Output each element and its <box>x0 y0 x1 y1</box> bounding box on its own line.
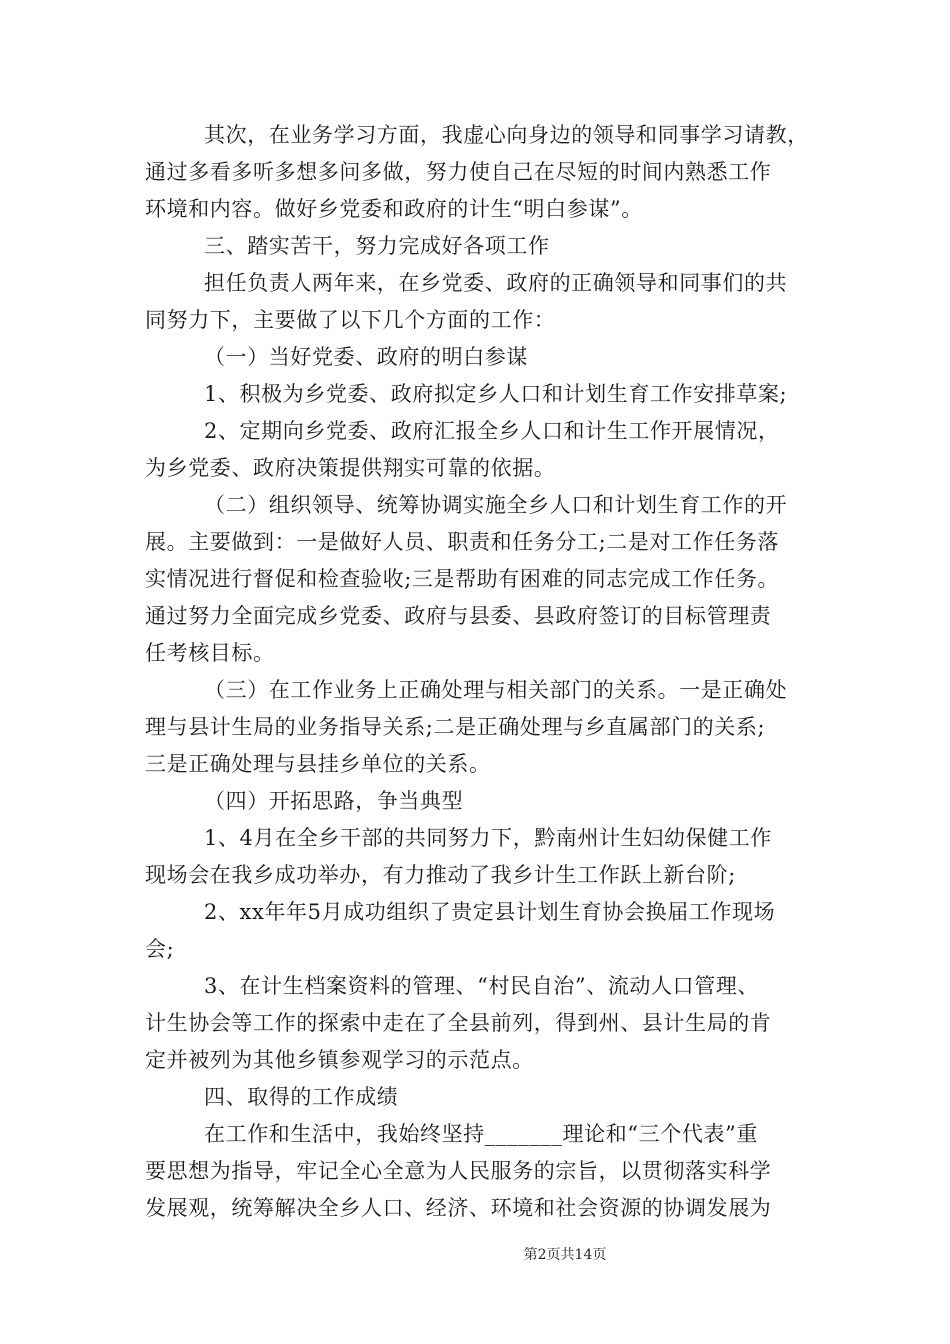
text-line: 现场会在我乡成功举办，有力推动了我乡计生工作跃上新台阶; <box>145 863 736 887</box>
text-line: 会; <box>145 937 175 961</box>
text-line: 理与县计生局的业务指导关系;二是正确处理与乡直属部门的关系; <box>145 715 766 739</box>
text-line: 同努力下，主要做了以下几个方面的工作： <box>145 308 556 332</box>
text-line: 三是正确处理与县挂乡单位的关系。 <box>145 752 491 776</box>
text-line: 任考核目标。 <box>145 641 275 665</box>
text-line: 要思想为指导，牢记全心全意为人民服务的宗旨，以贯彻落实科学 <box>145 1159 772 1183</box>
text-line: 3、在计生档案资料的管理、“村民自治”、流动人口管理、 <box>204 974 760 998</box>
text-line: 在工作和生活中，我始终坚持_______理论和“三个代表”重 <box>204 1122 758 1146</box>
text-line: 实情况进行督促和检查验收;三是帮助有困难的同志完成工作任务。 <box>145 567 780 591</box>
text-line: 定并被列为其他乡镇参观学习的示范点。 <box>145 1048 534 1072</box>
text-line: 2、xx年年5月成功组织了贵定县计划生育协会换届工作现场 <box>204 900 776 924</box>
text-line: 担任负责人两年来，在乡党委、政府的正确领导和同事们的共 <box>204 271 788 295</box>
text-line: 1、4月在全乡干部的共同努力下，黔南州计生妇幼保健工作 <box>204 826 772 850</box>
text-line: 为乡党委、政府决策提供翔实可靠的依据。 <box>145 456 556 480</box>
section-heading: 三、踏实苦干，努力完成好各项工作 <box>204 234 550 258</box>
text-line: 通过多看多听多想多问多做，努力使自己在尽短的时间内熟悉工作 <box>145 160 772 184</box>
text-line: 1、积极为乡党委、政府拟定乡人口和计划生育工作安排草案; <box>204 382 788 406</box>
subsection-heading: （二）组织领导、统筹协调实施全乡人口和计划生育工作的开 <box>204 493 788 517</box>
text-line: 计生协会等工作的探索中走在了全县前列，得到州、县计生局的肯 <box>145 1011 772 1035</box>
subsection-heading: （一）当好党委、政府的明白参谋 <box>204 345 528 369</box>
subsection-heading: （四）开拓思路，争当典型 <box>204 789 464 813</box>
text-line: 环境和内容。做好乡党委和政府的计生“明白参谋”。 <box>145 197 643 221</box>
subsection-heading: （三）在工作业务上正确处理与相关部门的关系。一是正确处 <box>204 678 788 702</box>
text-line: 展。主要做到：一是做好人员、职责和任务分工;二是对工作任务落 <box>145 530 780 554</box>
section-heading: 四、取得的工作成绩 <box>204 1085 399 1109</box>
text-line: 发展观，统筹解决全乡人口、经济、环境和社会资源的协调发展为 <box>145 1196 772 1220</box>
text-line: 2、定期向乡党委、政府汇报全乡人口和计生工作开展情况， <box>204 419 780 443</box>
text-line: 通过努力全面完成乡党委、政府与县委、县政府签订的目标管理责 <box>145 604 772 628</box>
text-line: 其次，在业务学习方面，我虚心向身边的领导和同事学习请教， <box>204 123 809 147</box>
page-number: 第2页共14页 <box>523 1247 607 1263</box>
